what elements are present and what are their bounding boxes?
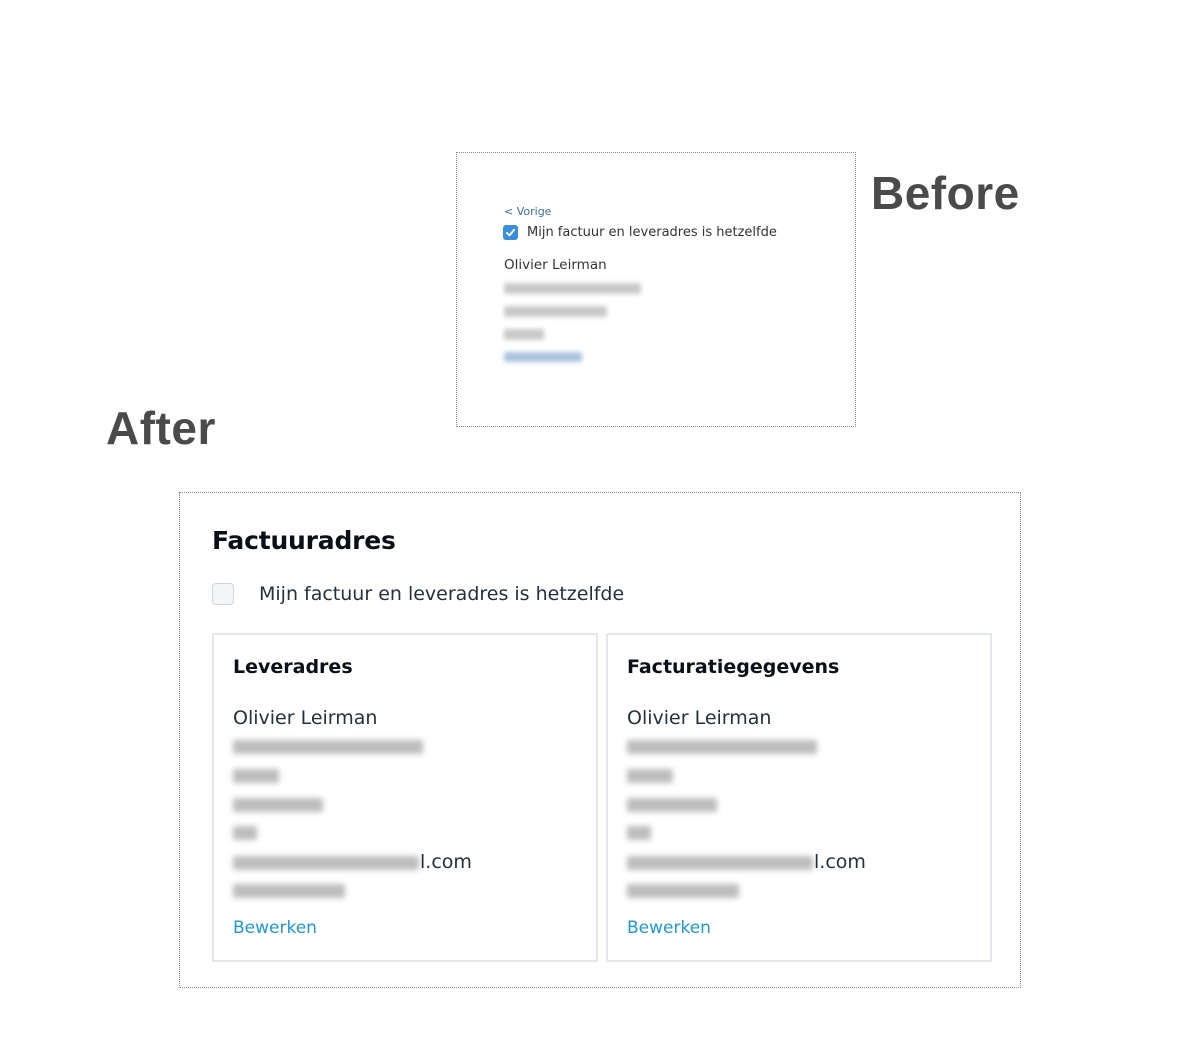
after-screenshot — [179, 492, 1021, 988]
before-label: Before — [871, 167, 1020, 219]
redacted-street — [627, 740, 817, 754]
same-address-option[interactable] — [503, 225, 777, 240]
redacted-email — [233, 856, 419, 870]
same-address-label: Mijn factuur en leveradres is hetzelfde — [527, 225, 777, 240]
email-tail: l.com — [814, 851, 866, 873]
billing-details-card — [606, 633, 992, 962]
back-link[interactable]: < Vorige — [504, 205, 552, 218]
page-title: Factuuradres — [212, 526, 396, 555]
redacted-phone — [233, 884, 345, 898]
redacted-phone — [627, 884, 739, 898]
redacted-city — [504, 306, 607, 317]
after-label: After — [106, 402, 216, 454]
card-title: Leveradres — [233, 656, 353, 678]
redacted-country — [627, 826, 651, 840]
unchecked-checkbox[interactable] — [212, 583, 234, 605]
card-name: Olivier Leirman — [233, 707, 378, 729]
redacted-email — [627, 856, 813, 870]
redacted-country — [233, 826, 257, 840]
redacted-link — [504, 352, 582, 362]
email-tail: l.com — [420, 851, 472, 873]
redacted-postcode — [627, 769, 673, 783]
redacted-city — [627, 798, 717, 812]
redacted-city — [233, 798, 323, 812]
redacted-country — [504, 329, 544, 340]
delivery-address-card — [212, 633, 598, 962]
redacted-street — [504, 283, 641, 294]
same-address-option[interactable] — [212, 583, 624, 605]
card-name: Olivier Leirman — [627, 707, 772, 729]
customer-name: Olivier Leirman — [504, 257, 607, 273]
same-address-label: Mijn factuur en leveradres is hetzelfde — [259, 583, 625, 605]
card-title: Facturatiegegevens — [627, 656, 840, 678]
redacted-street — [233, 740, 423, 754]
before-screenshot — [456, 152, 856, 427]
redacted-postcode — [233, 769, 279, 783]
checked-checkbox[interactable] — [503, 225, 518, 240]
edit-billing-link[interactable]: Bewerken — [627, 918, 711, 938]
checkmark-icon — [505, 227, 516, 238]
edit-delivery-link[interactable]: Bewerken — [233, 918, 317, 938]
